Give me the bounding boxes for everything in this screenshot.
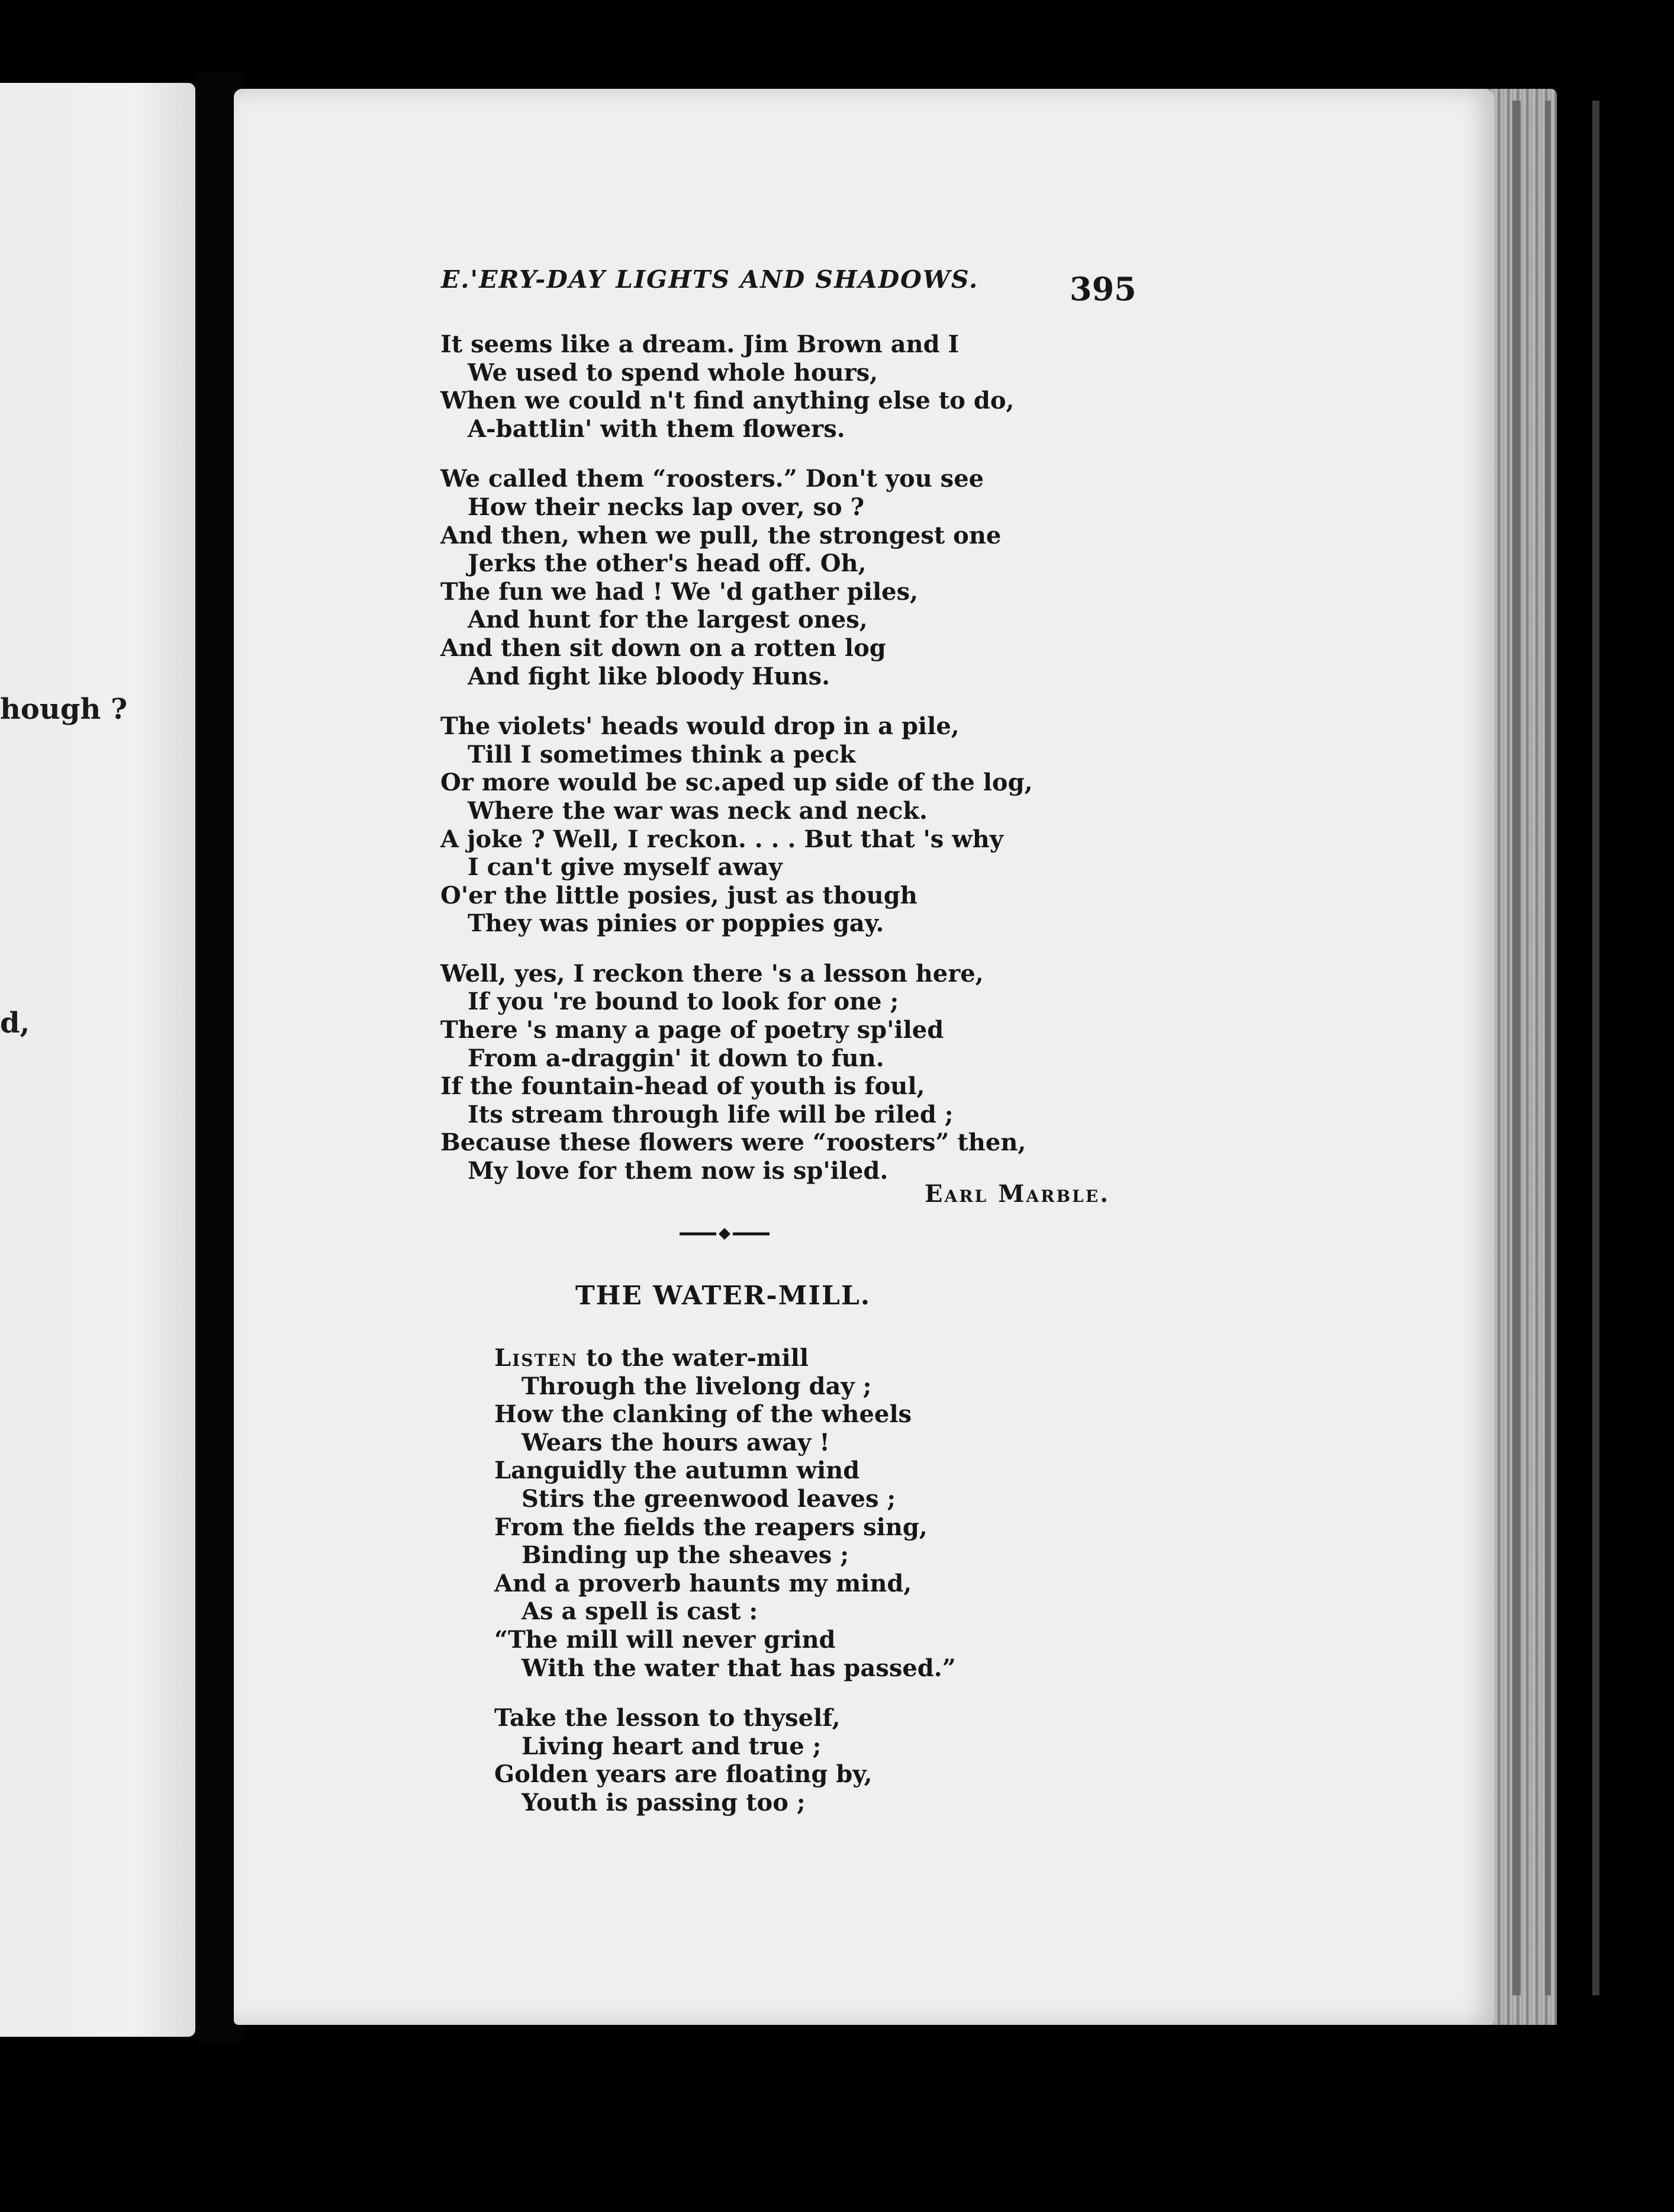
poem-line: A joke ? Well, I reckon. . . . But that 's why [440,825,1003,853]
poem-line: Living heart and true ; [521,1732,822,1760]
page-edge-line [1512,101,1521,1995]
running-head: E.'ERY-DAY LIGHTS AND SHADOWS. [441,265,979,294]
stanza [494,1344,1145,1682]
poem-line: My love for them now is sp'iled. [468,1157,888,1185]
poem-line: And a proverb haunts my mind, [494,1569,912,1597]
poem-line: We called them “roosters.” Don't you see [440,465,984,493]
poem-line: Through the livelong day ; [521,1372,872,1400]
stanza [494,1704,1145,1816]
stanza [440,960,1168,1185]
poem-water-mill [494,1344,1145,1839]
poem-line [494,1344,1145,1372]
poem-line: If the fountain-head of youth is foul, [440,1072,925,1101]
poem-roosters [440,330,1168,1207]
poem-line: I can't give myself away [468,853,783,882]
poem-line: “The mill will never grind [494,1625,836,1654]
facing-page [0,83,195,2037]
poem-line: How the clanking of the wheels [494,1400,912,1429]
page-edge-line [1592,101,1599,1995]
poem-line: With the water that has passed.” [521,1654,956,1682]
section-divider-ornament [680,1225,770,1243]
poem-line: How their necks lap over, so ? [468,493,865,521]
poem-line: And fight like bloody Huns. [468,662,830,690]
facing-page-fragment-2: d, [0,1007,30,1040]
poem-line: Languidly the autumn wind [494,1457,860,1485]
stanza [440,465,1168,690]
poem-line: As a spell is cast : [521,1597,758,1626]
poem-line: A-battlin' with them flowers. [468,414,845,443]
poem-line: Youth is passing too ; [521,1788,806,1816]
poem-line: Stirs the greenwood leaves ; [521,1484,896,1513]
opening-word: Listen [494,1344,578,1372]
poem-line: They was pinies or poppies gay. [468,909,884,938]
poem-line: It seems like a dream. Jim Brown and I [440,330,960,358]
poem-line: We used to spend whole hours, [468,358,878,387]
poem-line: Or more would be sc.aped up side of the log, [440,769,1033,797]
poem-line: There 's many a page of poetry sp'iled [440,1016,944,1044]
poem-line: Binding up the sheaves ; [521,1541,849,1570]
poem-line: If you 're bound to look for one ; [468,988,899,1016]
poem-line: From a-draggin' it down to fun. [468,1044,884,1072]
poem-author: Earl Marble. [925,1180,1110,1208]
poem-line: Take the lesson to thyself, [494,1704,841,1732]
poem-line: Till I sometimes think a peck [468,740,856,769]
stanza [440,712,1168,938]
poem-line: Its stream through life will be riled ; [468,1100,954,1128]
page-edge-line [1545,101,1551,1995]
poem-line: And hunt for the largest ones, [468,606,868,634]
poem-line: The violets' heads would drop in a pile, [440,712,960,741]
page-number: 395 [1070,270,1137,308]
poem-line: And then, when we pull, the strongest one [440,521,1002,549]
poem-line-text: to the water-mill [578,1344,809,1372]
poem-line: Golden years are floating by, [494,1760,873,1789]
poem-line: From the fields the reapers sing, [494,1513,928,1541]
poem-line: Well, yes, I reckon there 's a lesson here, [440,959,984,988]
poem-line: When we could n't find anything else to do, [440,387,1015,415]
poem-line: Wears the hours away ! [521,1428,830,1457]
poem-line: And then sit down on a rotten log [440,634,886,662]
stanza [440,330,1168,443]
poem-line: O'er the little posies, just as though [440,881,918,909]
poem-line: Because these flowers were “roosters” then, [440,1128,1026,1157]
poem-title-water-mill: THE WATER-MILL. [575,1281,871,1311]
poem-line: Where the war was neck and neck. [468,796,928,825]
poem-line: Jerks the other's head off. Oh, [468,549,867,578]
facing-page-fragment-1: hough ? [0,693,128,726]
poem-line: The fun we had ! We 'd gather piles, [440,577,919,606]
